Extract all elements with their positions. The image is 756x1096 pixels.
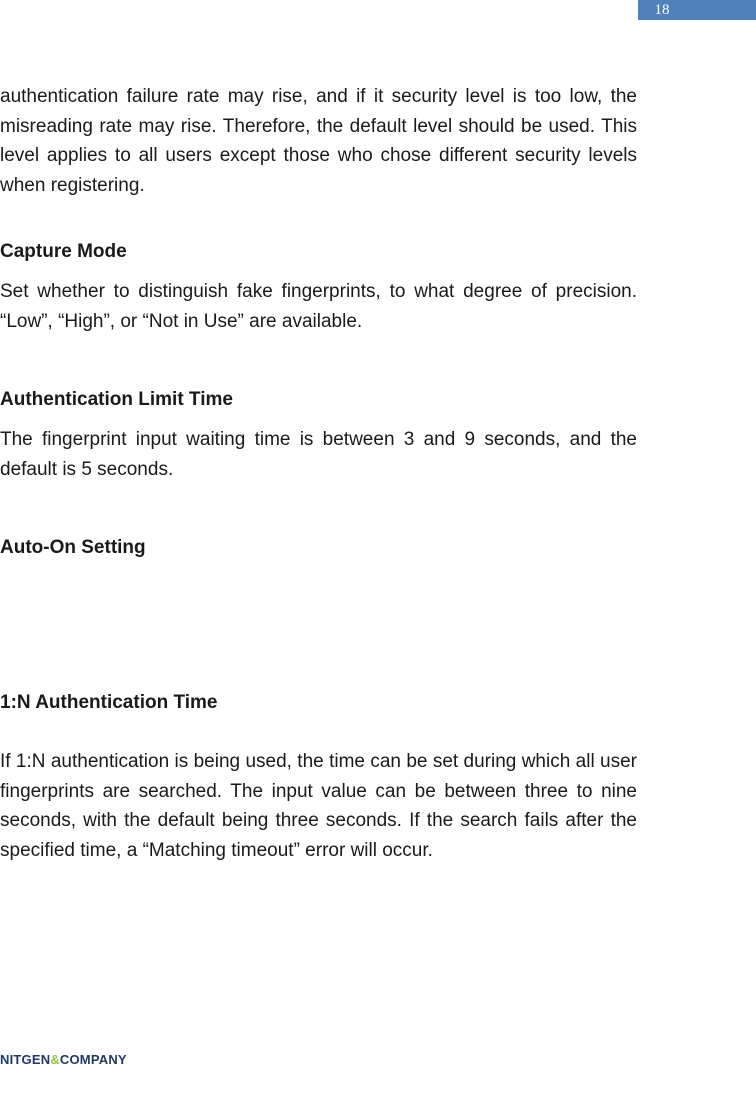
- capture-mode-body: Set whether to distinguish fake fingerprints, to what degree of precision. “Low”, “High”, or “Not in Use” are available.: [0, 281, 637, 332]
- logo-text-company: COMPANY: [59, 1052, 127, 1067]
- page-number-bar: [638, 0, 756, 20]
- one-to-n-authentication-time-section: [0, 747, 637, 865]
- one-to-n-authentication-time-body: If 1:N authentication is being used, the time can be set during which all user fingerprints are searched. The input value can be between three to nine seconds, with the default being three seconds. If the search fails after the specified time, a “Matching timeout” error will occur.: [0, 751, 637, 861]
- capture-mode-section: [0, 277, 637, 336]
- capture-mode-heading: Capture Mode: [0, 241, 127, 262]
- authentication-limit-time-section: [0, 425, 637, 484]
- intro-section: [0, 82, 637, 200]
- auto-on-setting-heading: Auto-On Setting: [0, 537, 146, 558]
- logo-text-nitgen: NITGEN: [0, 1052, 51, 1067]
- one-to-n-authentication-time-heading: 1:N Authentication Time: [0, 692, 218, 713]
- authentication-limit-time-heading: Authentication Limit Time: [0, 389, 233, 410]
- company-logo: [0, 1052, 127, 1068]
- logo-ampersand: &: [50, 1052, 60, 1067]
- page-number: 18: [654, 2, 670, 18]
- intro-paragraph: authentication failure rate may rise, and if it security level is too low, the misreading rate may rise. Therefore, the default level should be used. This level applies to all users except those who chose different security levels when registering.: [0, 86, 637, 196]
- authentication-limit-time-body: The fingerprint input waiting time is between 3 and 9 seconds, and the default is 5 seconds.: [0, 429, 637, 480]
